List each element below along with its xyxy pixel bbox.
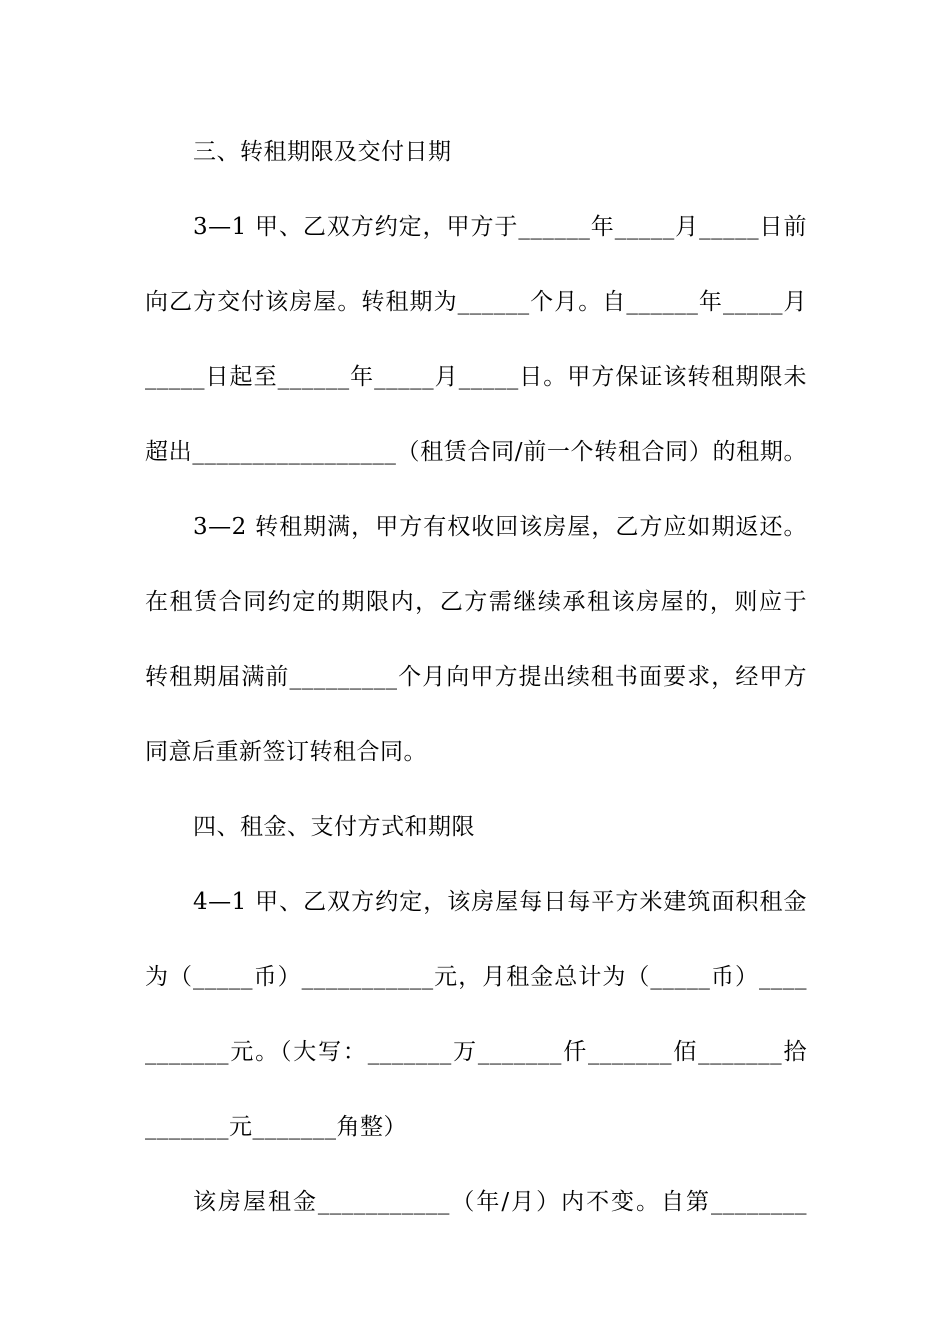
clause-4-1-line-2: 为（_____币）___________元，月租金总计为（_____币）____ [145,964,807,990]
clause-4-1-line-4: _______元_______角整） [145,1114,407,1140]
clause-3-2-line-4: 同意后重新签订转租合同。 [145,739,427,765]
clause-4-2-line-1: 该房屋租金___________（年/月）内不变。自第________ [193,1189,807,1215]
clause-3-2-line-2: 在租赁合同约定的期限内，乙方需继续承租该房屋的，则应于 [145,589,807,615]
clause-4-1-line-3: _______元。（大写：_______万_______仟_______佰_______拾 [145,1039,808,1065]
clause-3-2-line-3: 转租期届满前_________个月向甲方提出续租书面要求，经甲方 [145,664,807,690]
section-heading-3: 三、转租期限及交付日期 [193,139,452,165]
clause-3-1-line-4: 超出_________________（租赁合同/前一个转租合同）的租期。 [145,439,807,465]
clause-3-1-line-1: 3—1 甲、乙双方约定，甲方于______年_____月_____日前 [193,214,807,240]
clause-3-1-line-2: 向乙方交付该房屋。转租期为______个月。自______年_____月 [145,289,807,315]
clause-3-1-line-3: _____日起至______年_____月_____日。甲方保证该转租期限未 [145,364,807,390]
clause-3-2-line-1: 3—2 转租期满，甲方有权收回该房屋，乙方应如期返还。 [193,514,807,540]
section-heading-4: 四、租金、支付方式和期限 [193,814,475,840]
clause-4-1-line-1: 4—1 甲、乙双方约定，该房屋每日每平方米建筑面积租金 [193,889,807,915]
